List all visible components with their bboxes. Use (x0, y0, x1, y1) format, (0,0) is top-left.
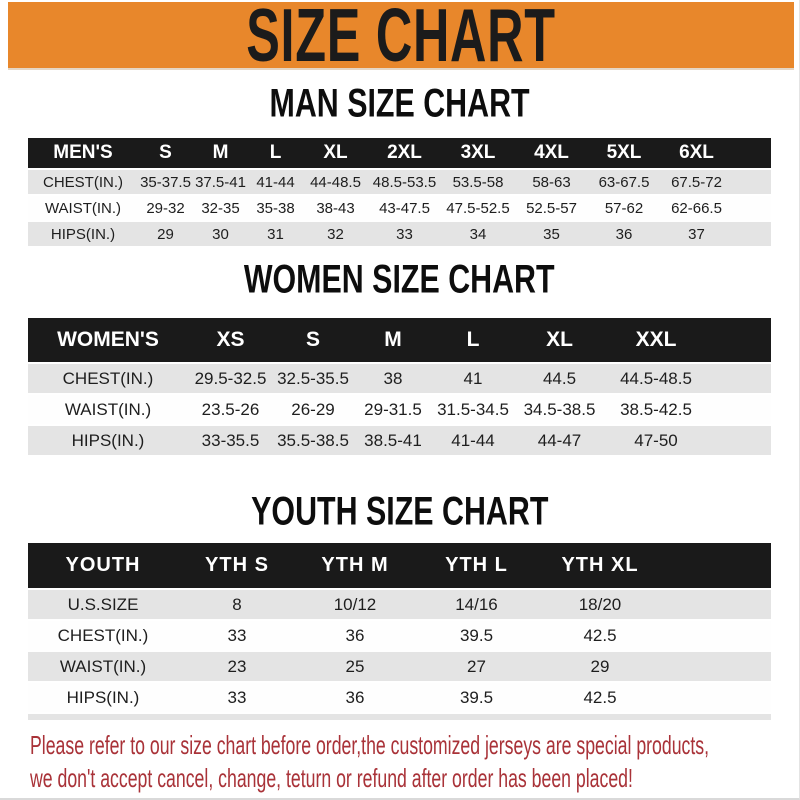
size-cell: 32-35 (193, 196, 248, 220)
row-filler (706, 364, 771, 393)
size-cell: 39.5 (414, 683, 539, 712)
size-cell: 29 (138, 222, 193, 246)
size-cell: 36 (296, 621, 414, 650)
size-cell: 35 (515, 222, 588, 246)
women-section-title (0, 257, 799, 305)
size-column-header: 4XL (515, 138, 588, 168)
size-cell: 29-31.5 (353, 395, 433, 424)
size-column-header: M (353, 318, 433, 362)
banner (8, 0, 794, 78)
size-column-header: L (433, 318, 513, 362)
youth-header-bar (28, 543, 771, 588)
size-cell: 33 (368, 222, 441, 246)
size-cell: 30 (193, 222, 248, 246)
size-cell: 58-63 (515, 170, 588, 194)
size-column-header: 6XL (660, 138, 733, 168)
size-cell: 67.5-72 (660, 170, 733, 194)
size-column-header: YTH XL (539, 543, 661, 588)
size-cell: 37 (660, 222, 733, 246)
man-section-title (0, 81, 799, 129)
size-cell: 63-67.5 (588, 170, 660, 194)
row-label: WAIST(IN.) (28, 652, 178, 681)
row-filler (706, 426, 771, 455)
table-row (28, 170, 771, 194)
size-column-header: 2XL (368, 138, 441, 168)
size-cell: 36 (588, 222, 660, 246)
row-filler (661, 652, 771, 681)
size-cell: 38.5-42.5 (606, 395, 706, 424)
size-column-header: XL (513, 318, 606, 362)
size-cell: 29-32 (138, 196, 193, 220)
row-filler (733, 222, 771, 246)
size-cell: 62-66.5 (660, 196, 733, 220)
row-filler (661, 621, 771, 650)
table-row (28, 590, 771, 619)
size-cell: 23.5-26 (188, 395, 273, 424)
row-label: CHEST(IN.) (28, 621, 178, 650)
size-cell: 42.5 (539, 683, 661, 712)
size-column-header: S (138, 138, 193, 168)
header-filler (733, 138, 771, 168)
size-cell: 31 (248, 222, 303, 246)
row-label: WAIST(IN.) (28, 196, 138, 220)
header-filler (661, 543, 771, 588)
size-cell: 10/12 (296, 590, 414, 619)
size-cell: 8 (178, 590, 296, 619)
youth-header-label: YOUTH (28, 543, 178, 588)
size-cell: 57-62 (588, 196, 660, 220)
size-cell: 43-47.5 (368, 196, 441, 220)
size-column-header: S (273, 318, 353, 362)
size-cell: 33 (178, 621, 296, 650)
size-cell: 25 (296, 652, 414, 681)
size-column-header: XL (303, 138, 368, 168)
size-column-header: M (193, 138, 248, 168)
size-cell: 38-43 (303, 196, 368, 220)
banner-title: SIZE CHART (246, 0, 556, 78)
men-header-bar (28, 138, 771, 168)
row-label: U.S.SIZE (28, 590, 178, 619)
size-column-header: YTH M (296, 543, 414, 588)
row-filler (661, 590, 771, 619)
size-cell: 38 (353, 364, 433, 393)
size-cell: 48.5-53.5 (368, 170, 441, 194)
row-label: HIPS(IN.) (28, 222, 138, 246)
size-cell: 37.5-41 (193, 170, 248, 194)
size-cell: 18/20 (539, 590, 661, 619)
size-cell: 14/16 (414, 590, 539, 619)
size-column-header: YTH S (178, 543, 296, 588)
size-column-header: YTH L (414, 543, 539, 588)
footer-note-line2: we don't accept cancel, change, teturn or refund after order has been placed! (30, 763, 633, 793)
table-row (28, 426, 771, 455)
men-size-table (28, 136, 771, 248)
size-cell: 32 (303, 222, 368, 246)
men-header-label: MEN'S (28, 138, 138, 168)
size-cell: 36 (296, 683, 414, 712)
size-cell: 47-50 (606, 426, 706, 455)
table-row (28, 395, 771, 424)
women-size-table (28, 316, 771, 457)
footer-note-line1: Please refer to our size chart before order,the customized jerseys are special products, (30, 730, 710, 760)
row-filler (706, 395, 771, 424)
header-filler (706, 318, 771, 362)
size-cell: 53.5-58 (441, 170, 515, 194)
table-row (28, 621, 771, 650)
man-section-title-text: MAN SIZE CHART (269, 81, 530, 127)
size-cell: 35-37.5 (138, 170, 193, 194)
row-label: WAIST(IN.) (28, 395, 188, 424)
size-cell: 35.5-38.5 (273, 426, 353, 455)
size-cell: 27 (414, 652, 539, 681)
table-row (28, 652, 771, 681)
size-cell: 41-44 (248, 170, 303, 194)
size-cell: 44.5 (513, 364, 606, 393)
table-row (28, 683, 771, 712)
size-cell: 47.5-52.5 (441, 196, 515, 220)
row-label: CHEST(IN.) (28, 364, 188, 393)
youth-section-title (0, 489, 799, 537)
youth-size-table (28, 541, 771, 714)
size-cell: 44-48.5 (303, 170, 368, 194)
row-label: HIPS(IN.) (28, 683, 178, 712)
size-cell: 32.5-35.5 (273, 364, 353, 393)
size-cell: 29.5-32.5 (188, 364, 273, 393)
size-cell: 26-29 (273, 395, 353, 424)
size-cell: 34 (441, 222, 515, 246)
youth-section-title-text: YOUTH SIZE CHART (250, 489, 549, 535)
size-cell: 41 (433, 364, 513, 393)
size-cell: 38.5-41 (353, 426, 433, 455)
size-cell: 23 (178, 652, 296, 681)
size-cell: 29 (539, 652, 661, 681)
table-row (28, 222, 771, 246)
women-header-bar (28, 318, 771, 362)
row-label: HIPS(IN.) (28, 426, 188, 455)
row-label: CHEST(IN.) (28, 170, 138, 194)
women-section-title-text: WOMEN SIZE CHART (244, 257, 555, 303)
women-header-label: WOMEN'S (28, 318, 188, 362)
table-row (28, 196, 771, 220)
size-column-header: 5XL (588, 138, 660, 168)
size-cell: 33-35.5 (188, 426, 273, 455)
size-column-header: XS (188, 318, 273, 362)
size-cell: 52.5-57 (515, 196, 588, 220)
size-cell: 33 (178, 683, 296, 712)
row-filler (661, 683, 771, 712)
footer-note (30, 729, 709, 795)
size-cell: 42.5 (539, 621, 661, 650)
size-column-header: L (248, 138, 303, 168)
size-cell: 44-47 (513, 426, 606, 455)
row-filler (733, 196, 771, 220)
size-cell: 44.5-48.5 (606, 364, 706, 393)
row-filler (733, 170, 771, 194)
table-row (28, 364, 771, 393)
size-column-header: XXL (606, 318, 706, 362)
size-cell: 39.5 (414, 621, 539, 650)
size-cell: 31.5-34.5 (433, 395, 513, 424)
size-cell: 41-44 (433, 426, 513, 455)
size-cell: 34.5-38.5 (513, 395, 606, 424)
table-bottom-strip (28, 714, 771, 720)
size-cell: 35-38 (248, 196, 303, 220)
size-column-header: 3XL (441, 138, 515, 168)
